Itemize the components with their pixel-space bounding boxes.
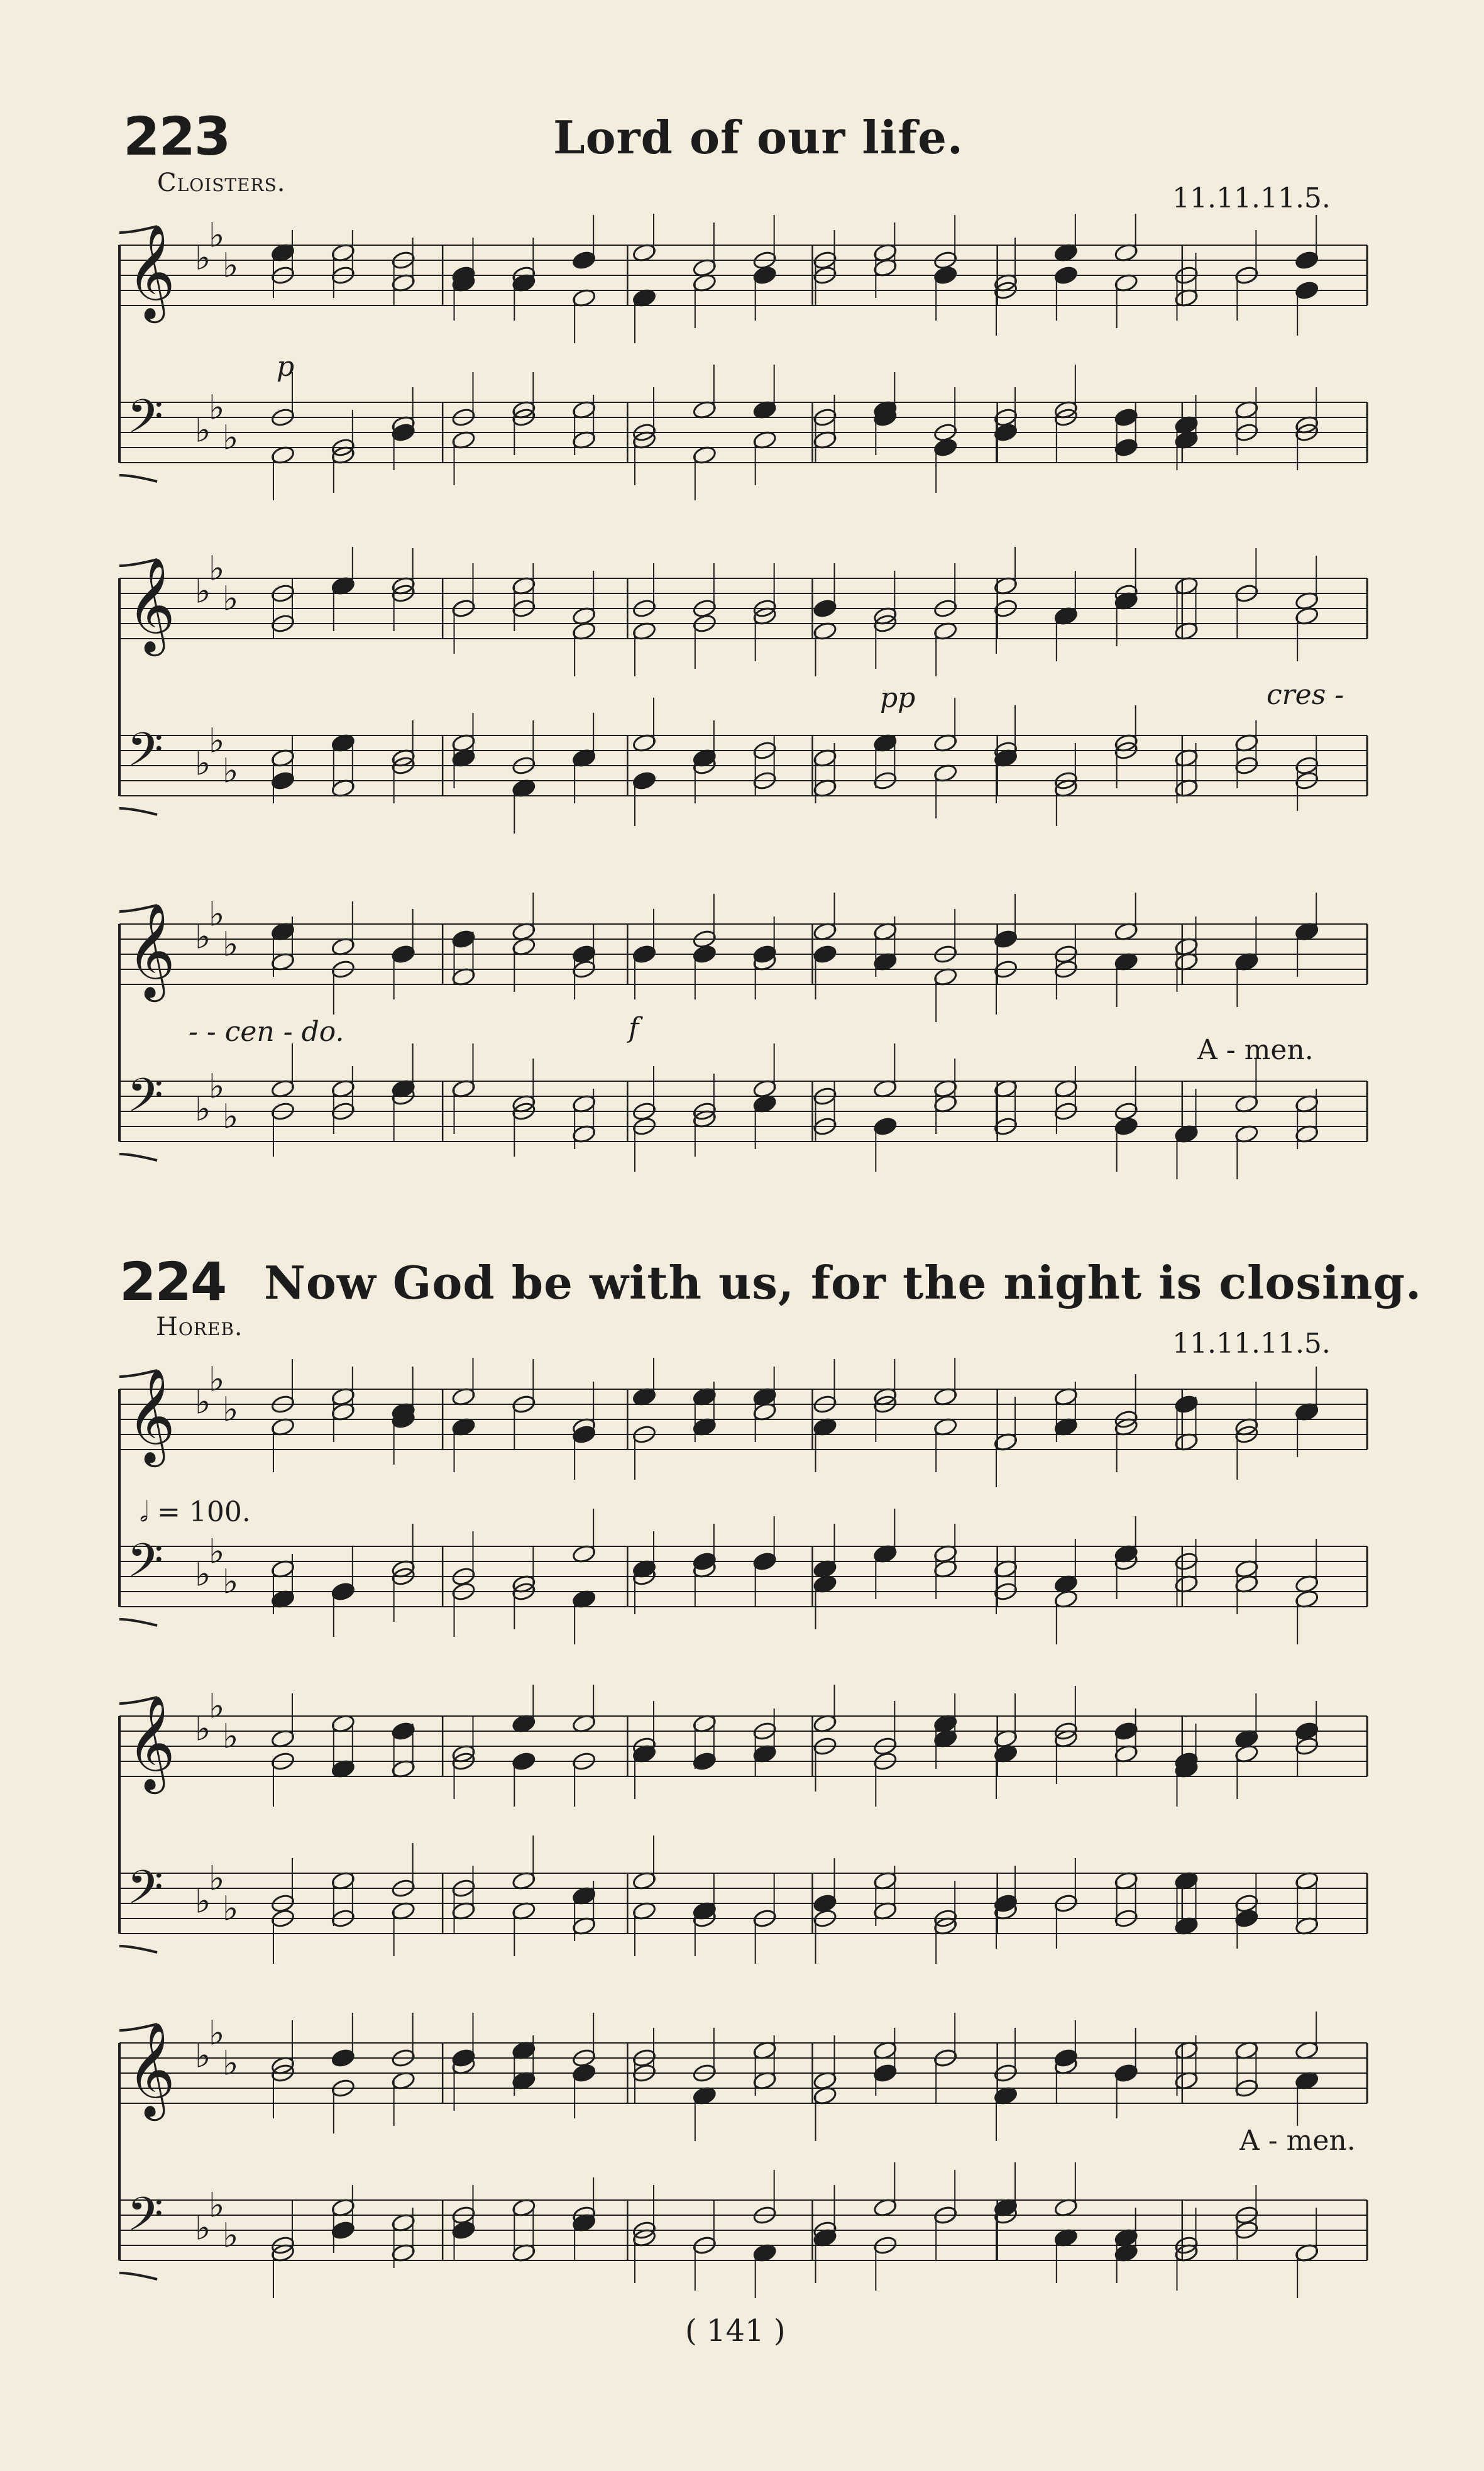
treble-clef-icon: 𝄞 — [127, 556, 175, 652]
bracket-hook — [119, 1619, 157, 1626]
hymn-223-amen: A - men. — [1197, 1034, 1314, 1066]
flat-icon: ♭ — [195, 2035, 211, 2076]
note-head — [813, 598, 837, 619]
flat-icon: ♭ — [209, 1531, 225, 1571]
note-head — [331, 1582, 355, 1602]
dynamic-p: p — [277, 351, 295, 383]
flat-icon: ♭ — [195, 1089, 211, 1129]
hymn-223-title: Lord of our life. — [553, 111, 964, 164]
flat-icon: ♭ — [223, 417, 239, 458]
hymn-223-tune-name: Cloisters. — [157, 168, 286, 197]
note-head — [873, 1116, 898, 1136]
note-head — [1114, 1721, 1138, 1741]
note-head — [1053, 265, 1078, 285]
flat-icon: ♭ — [209, 1858, 225, 1898]
treble-clef-icon: 𝄞 — [127, 2021, 175, 2117]
treble-clef-icon: 𝄞 — [127, 223, 175, 319]
hymn-224-title: Now God be with us, for the night is closing. — [264, 1256, 1422, 1309]
treble-clef-icon: 𝄞 — [127, 1694, 175, 1790]
flat-icon: ♭ — [223, 2215, 239, 2255]
hymn-224-tune-name: Horeb. — [156, 1313, 243, 1341]
note-head — [1114, 2063, 1138, 2083]
note-head — [512, 1751, 536, 1771]
note-head — [933, 438, 957, 458]
flat-icon: ♭ — [223, 1716, 239, 1756]
note-head — [1114, 1116, 1138, 1136]
hymn-223-system-2 — [0, 547, 1484, 874]
hymn-224-tempo: 𝅗𝅥 = 100. — [140, 1496, 251, 1528]
hymn-224-meter: 11.11.11.5. — [1172, 1328, 1331, 1360]
note-head — [632, 771, 656, 791]
flat-icon: ♭ — [195, 2208, 211, 2248]
flat-icon: ♭ — [209, 1686, 225, 1726]
flat-icon: ♭ — [223, 578, 239, 619]
hymn-223-number: 223 — [123, 106, 230, 167]
hymn-224-system-3 — [0, 2011, 1484, 2338]
dynamic-f: f — [629, 1012, 639, 1044]
treble-clef-icon: 𝄞 — [127, 1367, 175, 1463]
note-head — [752, 265, 777, 285]
flat-icon: ♭ — [195, 1554, 211, 1594]
treble-clef-icon: 𝄞 — [127, 902, 175, 998]
flat-icon: ♭ — [195, 410, 211, 450]
note-head — [933, 265, 957, 285]
hymn-224-number: 224 — [119, 1251, 226, 1313]
bracket-hook — [119, 808, 157, 815]
flat-icon: ♭ — [223, 751, 239, 791]
flat-icon: ♭ — [209, 720, 225, 761]
note-head — [571, 250, 596, 270]
flat-icon: ♭ — [195, 743, 211, 783]
dynamic-pp: pp — [880, 682, 916, 714]
flat-icon: ♭ — [223, 245, 239, 285]
bracket-hook — [119, 1946, 157, 1952]
bass-clef-icon: 𝄢 — [127, 722, 163, 789]
flat-icon: ♭ — [209, 894, 225, 934]
dynamic-cres: cres - — [1267, 679, 1344, 711]
flat-icon: ♭ — [209, 548, 225, 588]
note-head — [1294, 1721, 1319, 1741]
flat-icon: ♭ — [209, 1066, 225, 1106]
bass-clef-icon: 𝄢 — [127, 389, 163, 456]
note-head — [1114, 407, 1138, 427]
bass-clef-icon: 𝄢 — [127, 1860, 163, 1927]
flat-icon: ♭ — [195, 916, 211, 957]
flat-icon: ♭ — [209, 2013, 225, 2053]
hymn-224-system-2 — [0, 1685, 1484, 2011]
flat-icon: ♭ — [195, 1382, 211, 1422]
bass-clef-icon: 𝄢 — [127, 2187, 163, 2254]
note-head — [331, 2220, 355, 2240]
flat-icon: ♭ — [195, 238, 211, 278]
note-head — [391, 944, 415, 964]
bracket-hook — [119, 2273, 157, 2279]
note-head — [1294, 250, 1319, 270]
note-head — [813, 944, 837, 964]
page-number: ( 141 ) — [685, 2313, 786, 2348]
flat-icon: ♭ — [195, 1881, 211, 1921]
bass-clef-icon: 𝄢 — [127, 1068, 163, 1135]
flat-icon: ♭ — [195, 1709, 211, 1749]
hymn-224-amen: A - men. — [1239, 2125, 1356, 2157]
note-head — [571, 2063, 596, 2083]
dynamic-crescendo-cont: - - cen - do. — [189, 1016, 344, 1048]
hymn-223-system-1 — [0, 214, 1484, 541]
flat-icon: ♭ — [223, 924, 239, 964]
bracket-hook — [119, 1154, 157, 1160]
flat-icon: ♭ — [195, 571, 211, 611]
note-head — [873, 2063, 898, 2083]
hymn-223-meter: 11.11.11.5. — [1172, 182, 1331, 214]
flat-icon: ♭ — [223, 1561, 239, 1602]
bass-clef-icon: 𝄢 — [127, 1533, 163, 1600]
flat-icon: ♭ — [209, 387, 225, 427]
flat-icon: ♭ — [223, 1096, 239, 1136]
flat-icon: ♭ — [209, 1359, 225, 1399]
note-head — [571, 944, 596, 964]
flat-icon: ♭ — [209, 215, 225, 255]
note-head — [451, 929, 476, 949]
note-head — [692, 1751, 717, 1771]
note-head — [331, 2048, 355, 2068]
note-head — [1294, 280, 1319, 300]
note-head — [1174, 1394, 1199, 1414]
note-head — [270, 771, 295, 791]
note-head — [391, 1721, 415, 1741]
note-head — [692, 944, 717, 964]
flat-icon: ♭ — [209, 2185, 225, 2225]
note-head — [1114, 438, 1138, 458]
bracket-hook — [119, 475, 157, 482]
flat-icon: ♭ — [223, 1888, 239, 1929]
flat-icon: ♭ — [223, 2043, 239, 2083]
flat-icon: ♭ — [223, 1389, 239, 1429]
